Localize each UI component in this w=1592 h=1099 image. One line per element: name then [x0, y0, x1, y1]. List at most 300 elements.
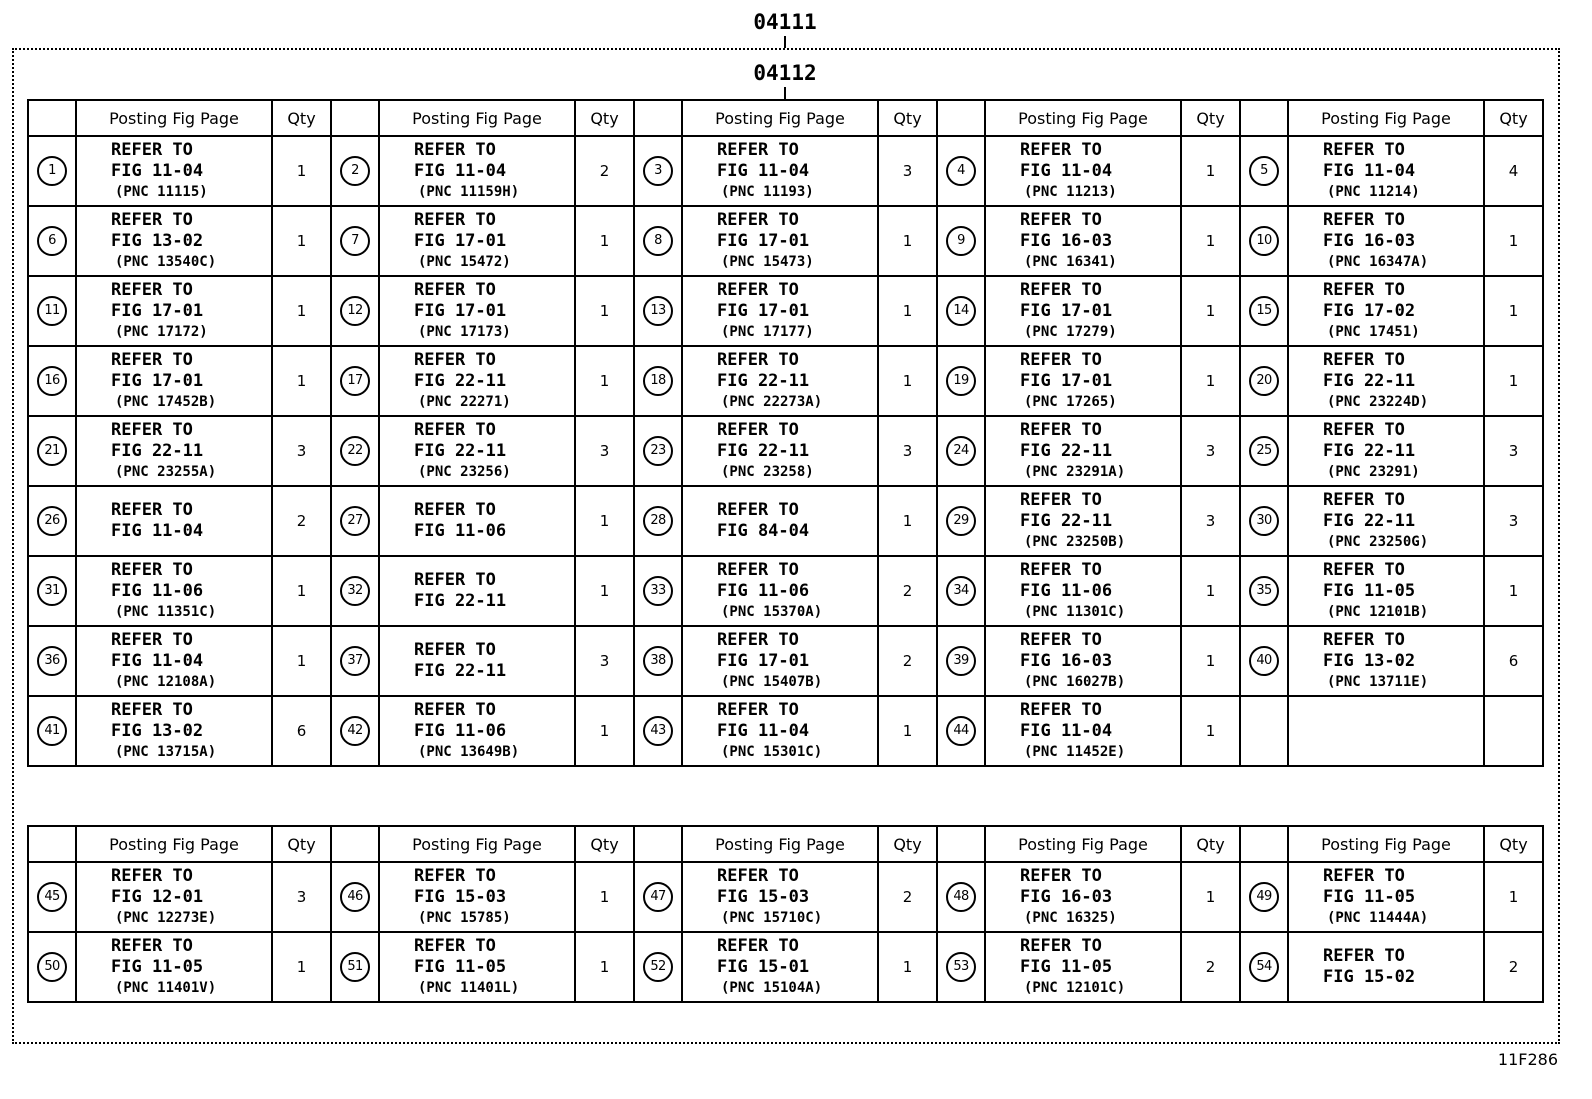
qty-cell: 2 [1181, 932, 1240, 1002]
posting-cell [76, 556, 272, 626]
qty-cell: 1 [1181, 862, 1240, 932]
fig-page: FIG 22-11 [1323, 440, 1416, 461]
item-number-badge: 30 [1249, 506, 1279, 536]
pnc-code: (PNC 11214) [1327, 183, 1420, 200]
item-number-cell [331, 626, 379, 696]
refer-label: REFER TO [414, 570, 496, 590]
item-number-badge: 40 [1249, 646, 1279, 676]
pnc-code: (PNC 11401V) [115, 979, 217, 996]
refer-label: REFER TO [414, 640, 496, 660]
item-number-cell [28, 136, 76, 206]
item-number-cell [28, 486, 76, 556]
item-number-badge: 1 [37, 156, 67, 186]
qty-cell: 3 [1181, 486, 1240, 556]
header-number [28, 100, 76, 136]
item-number-badge: 41 [37, 716, 67, 746]
table-row [28, 276, 1543, 346]
item-number-badge: 20 [1249, 366, 1279, 396]
header-posting: Posting Fig Page [682, 100, 878, 136]
item-number-badge: 7 [340, 226, 370, 256]
item-number-badge: 3 [643, 156, 673, 186]
posting-cell [1288, 136, 1484, 206]
item-number-cell [28, 206, 76, 276]
item-number-cell [28, 346, 76, 416]
item-number-badge: 33 [643, 576, 673, 606]
header-number [634, 100, 682, 136]
refer-label: REFER TO [414, 279, 496, 300]
refer-label: REFER TO [1323, 279, 1405, 300]
header-posting: Posting Fig Page [379, 826, 575, 862]
item-number-cell [937, 556, 985, 626]
fig-page: FIG 17-01 [1020, 300, 1113, 321]
figure-code: 11F286 [1497, 1050, 1558, 1069]
qty-cell: 3 [1484, 416, 1543, 486]
item-number-badge: 6 [37, 226, 67, 256]
fig-page: FIG 11-04 [717, 720, 810, 741]
pnc-code: (PNC 23291A) [1024, 463, 1126, 480]
posting-cell [1288, 556, 1484, 626]
header-posting: Posting Fig Page [985, 826, 1181, 862]
pnc-code: (PNC 23250G) [1327, 533, 1429, 550]
qty-cell: 1 [575, 206, 634, 276]
posting-cell [76, 206, 272, 276]
qty-cell: 1 [878, 346, 937, 416]
header-qty: Qty [272, 826, 331, 862]
outer-connector-line [784, 36, 786, 48]
item-number-badge: 23 [643, 436, 673, 466]
item-number-badge: 32 [340, 576, 370, 606]
header-number [331, 100, 379, 136]
pnc-code: (PNC 11452E) [1024, 743, 1126, 760]
item-number-cell [634, 416, 682, 486]
fig-page: FIG 15-03 [717, 886, 810, 907]
item-number-cell [634, 626, 682, 696]
posting-cell [1288, 346, 1484, 416]
pnc-code: (PNC 22273A) [721, 393, 823, 410]
pnc-code: (PNC 11213) [1024, 183, 1117, 200]
refer-label: REFER TO [1020, 349, 1102, 370]
qty-cell: 2 [575, 136, 634, 206]
item-number-cell [1240, 346, 1288, 416]
header-number [331, 826, 379, 862]
posting-cell [379, 346, 575, 416]
header-number [1240, 826, 1288, 862]
item-number-badge: 11 [37, 296, 67, 326]
posting-cell [76, 486, 272, 556]
refer-label: REFER TO [1323, 349, 1405, 370]
posting-cell [985, 862, 1181, 932]
posting-cell [682, 276, 878, 346]
fig-page: FIG 15-01 [717, 956, 810, 977]
header-posting: Posting Fig Page [1288, 826, 1484, 862]
item-number-cell [331, 206, 379, 276]
pnc-code: (PNC 13540C) [115, 253, 217, 270]
item-number-badge: 5 [1249, 156, 1279, 186]
item-number-badge: 50 [37, 952, 67, 982]
item-number-cell [937, 486, 985, 556]
pnc-code: (PNC 12108A) [115, 673, 217, 690]
header-number [28, 826, 76, 862]
header-qty: Qty [1181, 100, 1240, 136]
qty-cell: 1 [1484, 206, 1543, 276]
inner-connector-line [784, 87, 786, 99]
item-number-cell [28, 862, 76, 932]
pnc-code: (PNC 15104A) [721, 979, 823, 996]
header-number [937, 826, 985, 862]
posting-cell [985, 276, 1181, 346]
refer-label: REFER TO [111, 699, 193, 720]
pnc-code: (PNC 12101C) [1024, 979, 1126, 996]
header-posting: Posting Fig Page [1288, 100, 1484, 136]
pnc-code: (PNC 13715A) [115, 743, 217, 760]
qty-cell: 1 [272, 346, 331, 416]
fig-page: FIG 16-03 [1323, 230, 1416, 251]
refer-label: REFER TO [717, 419, 799, 440]
qty-cell: 3 [575, 626, 634, 696]
refer-label: REFER TO [414, 865, 496, 886]
pnc-code: (PNC 17451) [1327, 323, 1420, 340]
fig-page: FIG 22-11 [717, 440, 810, 461]
item-number-badge: 31 [37, 576, 67, 606]
header-qty: Qty [575, 100, 634, 136]
refer-label: REFER TO [717, 865, 799, 886]
item-number-cell [331, 276, 379, 346]
item-number-cell [28, 416, 76, 486]
qty-cell: 1 [1484, 862, 1543, 932]
refer-label: REFER TO [717, 139, 799, 160]
item-number-cell [1240, 486, 1288, 556]
fig-page: FIG 17-01 [717, 300, 810, 321]
item-number-cell [634, 862, 682, 932]
fig-page: FIG 11-04 [1020, 160, 1113, 181]
item-number-cell [937, 416, 985, 486]
item-number-cell [28, 276, 76, 346]
pnc-code: (PNC 17279) [1024, 323, 1117, 340]
item-number-cell [331, 696, 379, 766]
posting-cell [76, 276, 272, 346]
fig-page: FIG 22-11 [414, 591, 507, 611]
posting-cell [985, 206, 1181, 276]
item-number-cell [1240, 206, 1288, 276]
item-number-badge: 45 [37, 882, 67, 912]
refer-label: REFER TO [717, 349, 799, 370]
qty-cell: 1 [575, 346, 634, 416]
item-number-badge: 25 [1249, 436, 1279, 466]
qty-cell: 4 [1484, 136, 1543, 206]
item-number-badge: 14 [946, 296, 976, 326]
posting-cell [682, 486, 878, 556]
item-number-cell [1240, 862, 1288, 932]
item-number-badge: 46 [340, 882, 370, 912]
item-number-badge: 9 [946, 226, 976, 256]
posting-cell [1288, 862, 1484, 932]
posting-cell [379, 862, 575, 932]
fig-page: FIG 17-01 [111, 300, 204, 321]
qty-cell: 1 [1181, 626, 1240, 696]
qty-cell: 1 [1181, 556, 1240, 626]
posting-cell [379, 206, 575, 276]
fig-page: FIG 13-02 [1323, 650, 1416, 671]
item-number-cell [331, 932, 379, 1002]
refer-label: REFER TO [717, 935, 799, 956]
refer-label: REFER TO [1323, 629, 1405, 650]
qty-cell [1484, 696, 1543, 766]
refer-label: REFER TO [1020, 559, 1102, 580]
fig-page: FIG 22-11 [111, 440, 204, 461]
posting-cell [1288, 416, 1484, 486]
item-number-cell [1240, 696, 1288, 766]
fig-page: FIG 17-01 [717, 230, 810, 251]
refer-label: REFER TO [1020, 629, 1102, 650]
inner-assembly-code: 04112 [753, 61, 817, 85]
pnc-code: (PNC 23291) [1327, 463, 1420, 480]
header-number [634, 826, 682, 862]
fig-page: FIG 11-04 [111, 521, 204, 541]
item-number-badge: 13 [643, 296, 673, 326]
reference-table-main [27, 99, 1544, 767]
posting-cell [379, 136, 575, 206]
item-number-badge: 18 [643, 366, 673, 396]
pnc-code: (PNC 23256) [418, 463, 511, 480]
refer-label: REFER TO [111, 349, 193, 370]
qty-cell: 1 [272, 276, 331, 346]
fig-page: FIG 16-03 [1020, 886, 1113, 907]
pnc-code: (PNC 16347A) [1327, 253, 1429, 270]
item-number-badge: 37 [340, 646, 370, 676]
refer-label: REFER TO [1020, 489, 1102, 510]
item-number-cell [331, 136, 379, 206]
item-number-cell [937, 626, 985, 696]
header-qty: Qty [1181, 826, 1240, 862]
fig-page: FIG 17-01 [414, 300, 507, 321]
posting-cell [682, 416, 878, 486]
fig-page: FIG 11-06 [717, 580, 810, 601]
header-posting: Posting Fig Page [985, 100, 1181, 136]
item-number-badge: 39 [946, 646, 976, 676]
fig-page: FIG 22-11 [1323, 510, 1416, 531]
item-number-badge: 21 [37, 436, 67, 466]
header-number [1240, 100, 1288, 136]
table-row [28, 416, 1543, 486]
posting-cell [985, 346, 1181, 416]
posting-cell [985, 486, 1181, 556]
fig-page: FIG 17-02 [1323, 300, 1416, 321]
fig-page: FIG 22-11 [414, 661, 507, 681]
fig-page: FIG 11-05 [414, 956, 507, 977]
pnc-code: (PNC 11115) [115, 183, 208, 200]
item-number-cell [634, 276, 682, 346]
item-number-badge: 8 [643, 226, 673, 256]
item-number-badge: 4 [946, 156, 976, 186]
item-number-cell [1240, 932, 1288, 1002]
fig-page: FIG 17-01 [414, 230, 507, 251]
fig-page: FIG 11-06 [414, 720, 507, 741]
table-row [28, 862, 1543, 932]
refer-label: REFER TO [111, 559, 193, 580]
fig-page: FIG 11-05 [1323, 886, 1416, 907]
qty-cell: 1 [1181, 346, 1240, 416]
qty-cell: 6 [272, 696, 331, 766]
pnc-code: (PNC 16341) [1024, 253, 1117, 270]
item-number-badge: 48 [946, 882, 976, 912]
item-number-badge: 34 [946, 576, 976, 606]
qty-cell: 1 [1181, 276, 1240, 346]
posting-cell [379, 556, 575, 626]
item-number-badge: 10 [1249, 226, 1279, 256]
header-row [28, 100, 1543, 136]
refer-label: REFER TO [414, 935, 496, 956]
table-row [28, 346, 1543, 416]
refer-label: REFER TO [717, 559, 799, 580]
pnc-code: (PNC 15301C) [721, 743, 823, 760]
item-number-cell [331, 346, 379, 416]
qty-cell: 1 [272, 932, 331, 1002]
refer-label: REFER TO [717, 500, 799, 520]
item-number-cell [28, 556, 76, 626]
table-row [28, 696, 1543, 766]
pnc-code: (PNC 23224D) [1327, 393, 1429, 410]
refer-label: REFER TO [1020, 865, 1102, 886]
fig-page: FIG 17-01 [1020, 370, 1113, 391]
posting-cell [1288, 276, 1484, 346]
refer-label: REFER TO [717, 209, 799, 230]
refer-label: REFER TO [414, 349, 496, 370]
refer-label: REFER TO [1020, 209, 1102, 230]
posting-cell [1288, 486, 1484, 556]
outer-assembly-code: 04111 [753, 10, 817, 34]
fig-page: FIG 22-11 [1020, 440, 1113, 461]
refer-label: REFER TO [111, 629, 193, 650]
item-number-cell [331, 486, 379, 556]
fig-page: FIG 15-03 [414, 886, 507, 907]
item-number-badge: 19 [946, 366, 976, 396]
pnc-code: (PNC 23250B) [1024, 533, 1126, 550]
item-number-badge: 26 [37, 506, 67, 536]
header-row [28, 826, 1543, 862]
header-qty: Qty [878, 826, 937, 862]
header-posting: Posting Fig Page [379, 100, 575, 136]
item-number-badge: 12 [340, 296, 370, 326]
item-number-cell [331, 862, 379, 932]
refer-label: REFER TO [717, 699, 799, 720]
refer-label: REFER TO [1323, 209, 1405, 230]
posting-cell [76, 932, 272, 1002]
item-number-cell [1240, 136, 1288, 206]
table-row [28, 206, 1543, 276]
qty-cell: 2 [272, 486, 331, 556]
item-number-cell [634, 136, 682, 206]
pnc-code: (PNC 17452B) [115, 393, 217, 410]
item-number-badge: 16 [37, 366, 67, 396]
item-number-cell [28, 696, 76, 766]
qty-cell: 1 [1181, 696, 1240, 766]
fig-page: FIG 11-04 [414, 160, 507, 181]
item-number-cell [937, 136, 985, 206]
item-number-cell [634, 486, 682, 556]
qty-cell: 1 [878, 276, 937, 346]
table-row [28, 932, 1543, 1002]
header-qty: Qty [1484, 826, 1543, 862]
header-qty: Qty [272, 100, 331, 136]
posting-cell [1288, 626, 1484, 696]
table-row [28, 626, 1543, 696]
refer-label: REFER TO [414, 139, 496, 160]
item-number-badge: 17 [340, 366, 370, 396]
item-number-cell [937, 862, 985, 932]
fig-page: FIG 13-02 [111, 720, 204, 741]
fig-page: FIG 11-06 [1020, 580, 1113, 601]
pnc-code: (PNC 15710C) [721, 909, 823, 926]
item-number-cell [1240, 276, 1288, 346]
qty-cell: 2 [878, 862, 937, 932]
refer-label: REFER TO [111, 419, 193, 440]
fig-page: FIG 12-01 [111, 886, 204, 907]
pnc-code: (PNC 17172) [115, 323, 208, 340]
qty-cell: 2 [1484, 932, 1543, 1002]
item-number-cell [28, 626, 76, 696]
header-qty: Qty [1484, 100, 1543, 136]
qty-cell: 1 [575, 556, 634, 626]
item-number-cell [331, 556, 379, 626]
qty-cell: 1 [575, 486, 634, 556]
item-number-badge: 42 [340, 716, 370, 746]
qty-cell: 1 [575, 276, 634, 346]
refer-label: REFER TO [414, 209, 496, 230]
refer-label: REFER TO [1020, 699, 1102, 720]
fig-page: FIG 11-04 [111, 160, 204, 181]
posting-cell [682, 556, 878, 626]
pnc-code: (PNC 11351C) [115, 603, 217, 620]
qty-cell: 1 [272, 136, 331, 206]
fig-page: FIG 17-01 [717, 650, 810, 671]
qty-cell: 1 [575, 862, 634, 932]
qty-cell: 3 [272, 416, 331, 486]
item-number-cell [28, 932, 76, 1002]
posting-cell [682, 626, 878, 696]
fig-page: FIG 17-01 [111, 370, 204, 391]
pnc-code: (PNC 12273E) [115, 909, 217, 926]
pnc-code: (PNC 16027B) [1024, 673, 1126, 690]
qty-cell: 3 [1181, 416, 1240, 486]
refer-label: REFER TO [1020, 279, 1102, 300]
fig-page: FIG 11-04 [1020, 720, 1113, 741]
qty-cell: 1 [1484, 346, 1543, 416]
refer-label: REFER TO [1020, 419, 1102, 440]
item-number-cell [937, 346, 985, 416]
item-number-badge: 53 [946, 952, 976, 982]
refer-label: REFER TO [111, 279, 193, 300]
posting-cell [379, 416, 575, 486]
item-number-badge: 54 [1249, 952, 1279, 982]
item-number-cell [634, 346, 682, 416]
qty-cell: 2 [878, 556, 937, 626]
item-number-badge: 44 [946, 716, 976, 746]
posting-cell [379, 626, 575, 696]
qty-cell: 6 [1484, 626, 1543, 696]
item-number-badge: 27 [340, 506, 370, 536]
qty-cell: 1 [575, 932, 634, 1002]
pnc-code: (PNC 15785) [418, 909, 511, 926]
pnc-code: (PNC 23255A) [115, 463, 217, 480]
posting-cell [76, 696, 272, 766]
posting-cell [682, 206, 878, 276]
posting-cell [985, 416, 1181, 486]
posting-cell [379, 932, 575, 1002]
fig-page: FIG 11-06 [414, 521, 507, 541]
qty-cell: 3 [878, 416, 937, 486]
fig-page: FIG 84-04 [717, 521, 810, 541]
posting-cell [985, 932, 1181, 1002]
